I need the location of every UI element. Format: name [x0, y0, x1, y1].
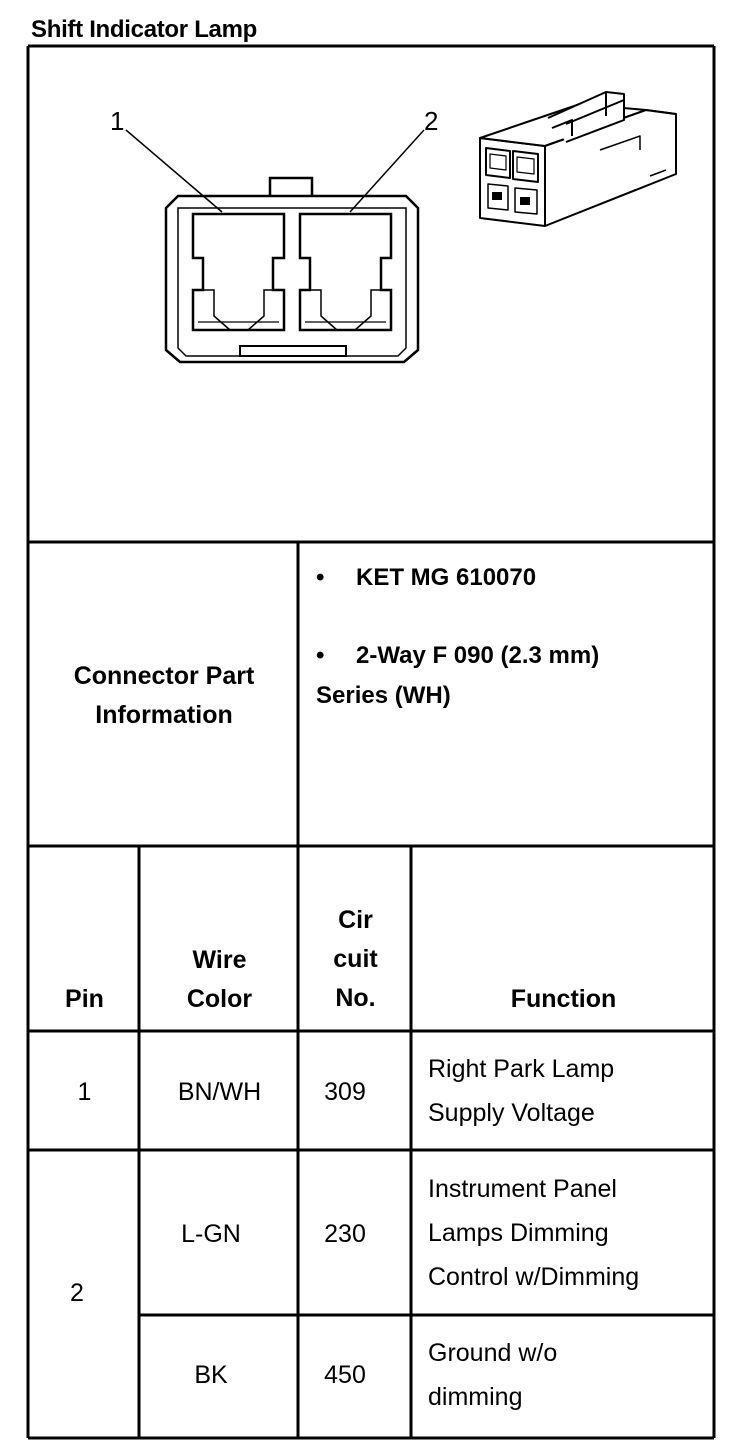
row1-pin: 1 [77, 1078, 92, 1106]
row2-wire-color: L-GN [181, 1220, 241, 1248]
header-pin: Pin [65, 985, 104, 1013]
bullet: • [316, 564, 325, 591]
row3-circuit: 450 [324, 1361, 366, 1389]
row1-function: Right Park Lamp Supply Voltage [428, 1055, 615, 1127]
row1-wire-color: BN/WH [177, 1078, 262, 1106]
pin-label-1: 1 [110, 106, 125, 136]
row2-function: Instrument Panel Lamps Dimming Control w/Dimming [428, 1175, 640, 1291]
row3-function: Ground w/o dimming [428, 1339, 558, 1411]
page-title: Shift Indicator Lamp [31, 16, 258, 43]
row3-wire-color: BK [194, 1361, 228, 1389]
connector-part-info-label: Connector Part Information [73, 662, 255, 729]
row1-circuit: 309 [324, 1078, 366, 1106]
header-wire-color: Wire Color [186, 946, 253, 1013]
row2-pin: 2 [70, 1279, 84, 1307]
row2-circuit: 230 [324, 1220, 366, 1248]
connector-part-item-2: • 2-Way F 090 (2.3 mm) Series (WH) [316, 636, 706, 716]
header-circuit-no: Cir cuit No. [333, 906, 378, 1012]
connector-part-item-1: • KET MG 610070 [316, 558, 706, 598]
bullet: • [316, 642, 325, 669]
pin-label-2: 2 [424, 106, 439, 136]
header-function: Function [510, 985, 617, 1013]
